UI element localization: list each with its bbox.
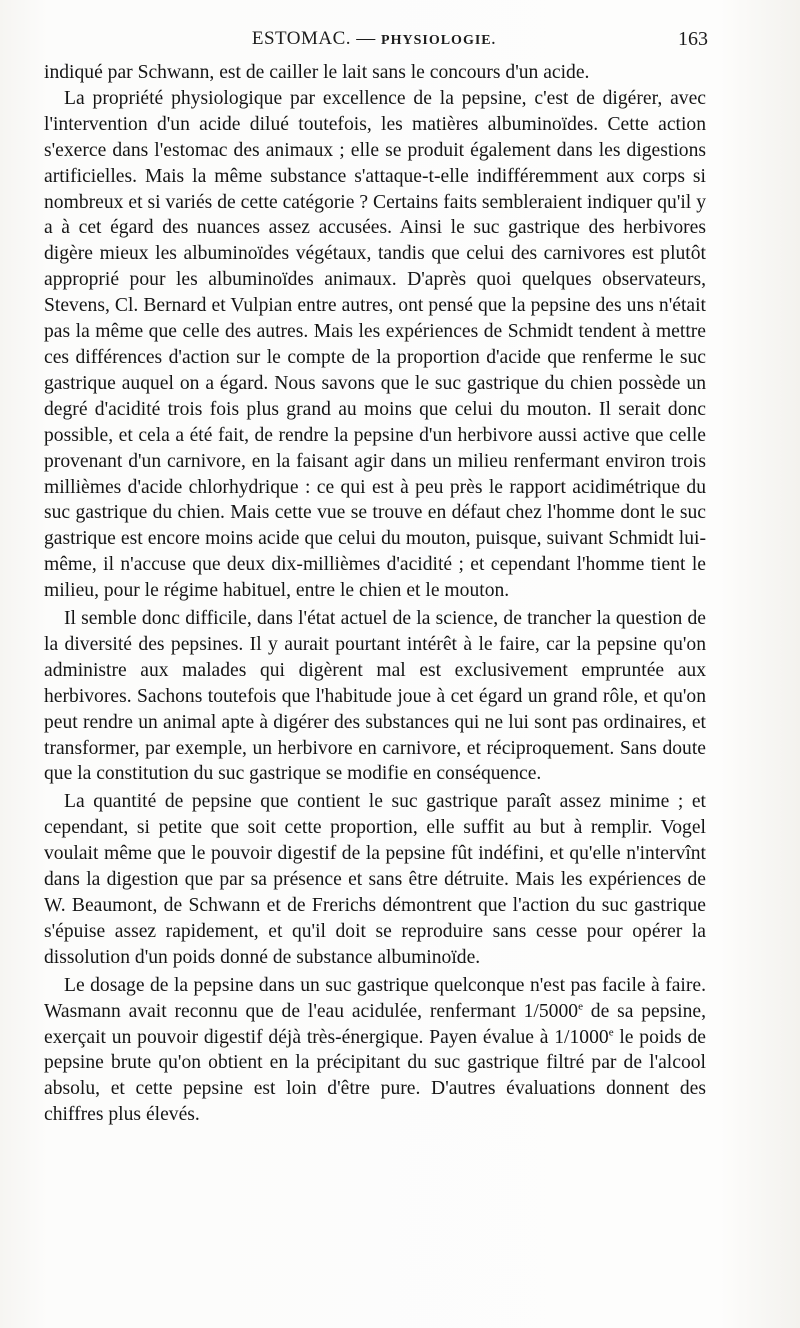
paragraph-continuation: indiqué par Schwann, est de cailler le lait sans le concours d'un acide. — [44, 62, 590, 83]
page-number: 163 — [678, 28, 708, 50]
running-title-main: ESTOMAC. — — [251, 28, 376, 49]
paragraph-pepsin-action: La propriété physiologique par excellence de la pepsine, c'est de digérer, avec l'intervention d'un acide dilué toutefois, les matières albuminoïdes. Cette action s'exerce dans l'estomac des animaux ; elle se produit également dans les digestions artificielles. Mais la même substance s'attaque-t-elle indifféremment aux corps si nombreux et si variés de cette catégorie ? Certains faits sembleraient indiquer qu'il y a à cet égard des nuances assez accusées. Ainsi le suc gastrique des herbivores digère mieux les albuminoïdes végétaux, tandis que celui des carnivores est plutôt approprié pour les albuminoïdes animaux. D'après quoi quelques observateurs, Stevens, Cl. Bernard et Vulpian entre autres, ont pensé que la pepsine des uns n'était pas la même que celle des autres. Mais les expériences de Schmidt tendent à mettre ces différences d'action sur le compte de la proportion d'acide que renferme le suc gastrique auquel on a égard. Nous savons que le suc gastrique du chien possède un degré d'acidité trois fois plus grand au moins que celui du mouton. Il serait donc possible, et cela a été fait, de rendre la pepsine d'un herbivore aussi active que celle provenant d'un carnivore, en la faisant agir dans un milieu renfermant environ trois millièmes d'acide chlorhydrique : ce qui est à peu près le rapport acidimétrique du suc gastrique du chien. Mais cette vue se trouve en défaut chez l'homme dont le suc gastrique est encore moins acide que celui du mouton, puisque, suivant Schmidt lui-même, il n'accuse que deux dix-millièmes d'acidité ; et cependant l'homme tient le milieu, pour le régime habituel, entre le chien et le mouton. — [44, 87, 706, 602]
running-header — [40, 28, 708, 56]
paragraph-pepsin-dosage — [44, 973, 706, 1128]
running-title-section: PHYSIOLOGIE. — [381, 33, 497, 48]
dosage-superscript-1: e — [578, 1000, 583, 1013]
dosage-text-part3: le poids de pepsine brute qu'on obtient en la précipitant du suc gastrique filtré par de l'alcool absolu, et cette pepsine est loin d'être pure. D'autres évaluations donnent des chiffres plus élevés. — [44, 1026, 706, 1126]
dosage-text-part1: Le dosage de la pepsine dans un suc gastrique quelconque n'est pas facile à faire. Wasmann avait reconnu que de l'eau acidulée, renfermant 1/5000 — [44, 974, 706, 1022]
paragraph-pepsin-diversity: Il semble donc difficile, dans l'état actuel de la science, de trancher la question de la diversité des pepsines. Il y aurait pourtant intérêt à le faire, car la pepsine qu'on administre aux malades qui digèrent mal est exclusivement empruntée aux herbivores. Sachons toutefois que l'habitude joue à cet égard un grand rôle, et qu'on peut rendre un animal apte à digérer des substances qui ne lui sont pas ordinaires, et transformer, par exemple, un herbivore en carnivore, et réciproquement. Sans doute que la constitution du suc gastrique se modifie en conséquence. — [44, 608, 706, 785]
dosage-text-part2: de sa pepsine, exerçait un pouvoir digestif déjà très-énergique. Payen évalue à 1/1000 — [44, 1000, 706, 1048]
body-text — [44, 60, 706, 1128]
paragraph-pepsin-quantity: La quantité de pepsine que contient le suc gastrique paraît assez minime ; et cependant, si petite que soit cette proportion, elle suffit au but à remplir. Vogel voulait même que le pouvoir digestif de la pepsine fût indéfini, et qu'elle n'intervînt dans la digestion que par sa présence et sans être détruite. Mais les expériences de W. Beaumont, de Schwann et de Frerichs démontrent que l'action du suc gastrique s'épuise assez rapidement, et qu'il doit se reproduire sans cesse pour opérer la dissolution d'un poids donné de substance albuminoïde. — [44, 791, 706, 968]
dosage-superscript-2: e — [608, 1026, 614, 1038]
running-title — [40, 28, 708, 50]
